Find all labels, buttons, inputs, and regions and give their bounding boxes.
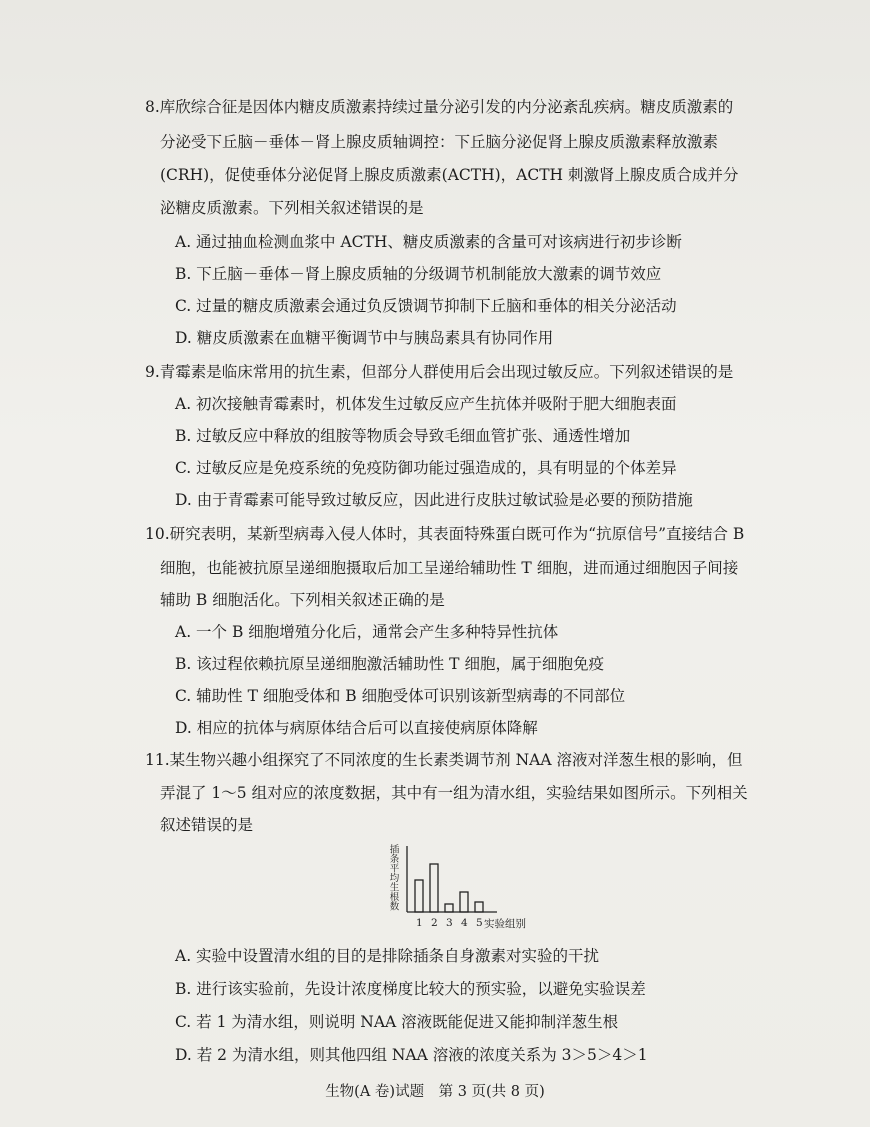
q11-option-d: D. 若 2 为清水组，则其他四组 NAA 溶液的浓度关系为 3＞5＞4＞1 <box>175 1046 648 1064</box>
bar-group <box>415 864 483 912</box>
q10-option-a: A. 一个 B 细胞增殖分化后，通常会产生多种特异性抗体 <box>175 623 559 641</box>
q8-option-c: C. 过量的糖皮质激素会通过负反馈调节抑制下丘脑和垂体的相关分泌活动 <box>175 297 677 315</box>
q8-line-3: (CRH)，促使垂体分泌促肾上腺皮质激素(ACTH)，ACTH 刺激肾上腺皮质合成并分 <box>160 166 739 184</box>
bar-group-2 <box>430 864 438 912</box>
q8-option-a: A. 通过抽血检测血浆中 ACTH、糖皮质激素的含量可对该病进行初步诊断 <box>175 233 682 251</box>
q11-line-1: 11.某生物兴趣小组探究了不同浓度的生长素类调节剂 NAA 溶液对洋葱生根的影响，但 <box>145 751 743 769</box>
q10-option-b: B. 该过程依赖抗原呈递细胞激活辅助性 T 细胞，属于细胞免疫 <box>175 655 604 673</box>
q8-line-2: 分泌受下丘脑－垂体－肾上腺皮质轴调控：下丘脑分泌促肾上腺皮质激素释放激素 <box>160 133 719 151</box>
q8-option-b: B. 下丘脑－垂体－肾上腺皮质轴的分级调节机制能放大激素的调节效应 <box>175 265 662 283</box>
q8-line-1: 8.库欣综合征是因体内糖皮质激素持续过量分泌引发的内分泌紊乱疾病。糖皮质激素的 <box>145 98 734 116</box>
q10-line-1: 10.研究表明，某新型病毒入侵人体时，其表面特殊蛋白既可作为“抗原信号”直接结合 B <box>145 525 745 543</box>
page-footer: 生物(A 卷)试题 第 3 页(共 8 页) <box>325 1084 545 1100</box>
q10-option-c: C. 辅助性 T 细胞受体和 B 细胞受体可识别该新型病毒的不同部位 <box>175 687 626 705</box>
tick-label-1: 1 <box>416 917 423 929</box>
y-axis-label: 插条平均生根数 <box>387 844 399 911</box>
q8-line-4: 泌糖皮质激素。下列相关叙述错误的是 <box>160 199 424 217</box>
q10-line-3: 辅助 B 细胞活化。下列相关叙述正确的是 <box>160 591 445 609</box>
q9-line-1: 9.青霉素是临床常用的抗生素，但部分人群使用后会出现过敏反应。下列叙述错误的是 <box>145 363 734 381</box>
q9-option-a: A. 初次接触青霉素时，机体发生过敏反应产生抗体并吸附于肥大细胞表面 <box>175 395 677 413</box>
q9-option-c: C. 过敏反应是免疫系统的免疫防御功能过强造成的，具有明显的个体差异 <box>175 459 677 477</box>
chart-svg <box>385 840 535 935</box>
rooting-bar-chart <box>385 840 535 935</box>
x-axis-label: 实验组别 <box>484 918 526 930</box>
q10-option-d: D. 相应的抗体与病原体结合后可以直接使病原体降解 <box>175 719 538 737</box>
bar-group-4 <box>460 892 468 912</box>
q11-line-2: 弄混了 1～5 组对应的浓度数据，其中有一组为清水组，实验结果如图所示。下列相关 <box>160 784 748 802</box>
q10-line-2: 细胞，也能被抗原呈递细胞摄取后加工呈递给辅助性 T 细胞，进而通过细胞因子间接 <box>160 559 739 577</box>
tick-label-2: 2 <box>431 917 438 929</box>
tick-label-4: 4 <box>461 917 468 929</box>
q8-option-d: D. 糖皮质激素在血糖平衡调节中与胰岛素具有协同作用 <box>175 329 554 347</box>
bar-group-5 <box>475 902 483 912</box>
tick-label-group <box>416 917 483 929</box>
q11-option-a: A. 实验中设置清水组的目的是排除插条自身激素对实验的干扰 <box>175 947 600 965</box>
q11-option-b: B. 进行该实验前，先设计浓度梯度比较大的预实验，以避免实验误差 <box>175 980 646 998</box>
q11-line-3: 叙述错误的是 <box>160 816 254 834</box>
tick-label-3: 3 <box>446 917 453 929</box>
bar-group-1 <box>415 880 423 912</box>
tick-label-5: 5 <box>476 917 483 929</box>
q9-option-b: B. 过敏反应中释放的组胺等物质会导致毛细血管扩张、通透性增加 <box>175 427 631 445</box>
q11-option-c: C. 若 1 为清水组，则说明 NAA 溶液既能促进又能抑制洋葱生根 <box>175 1013 619 1031</box>
bar-group-3 <box>445 904 453 912</box>
q9-option-d: D. 由于青霉素可能导致过敏反应，因此进行皮肤过敏试验是必要的预防措施 <box>175 491 693 509</box>
